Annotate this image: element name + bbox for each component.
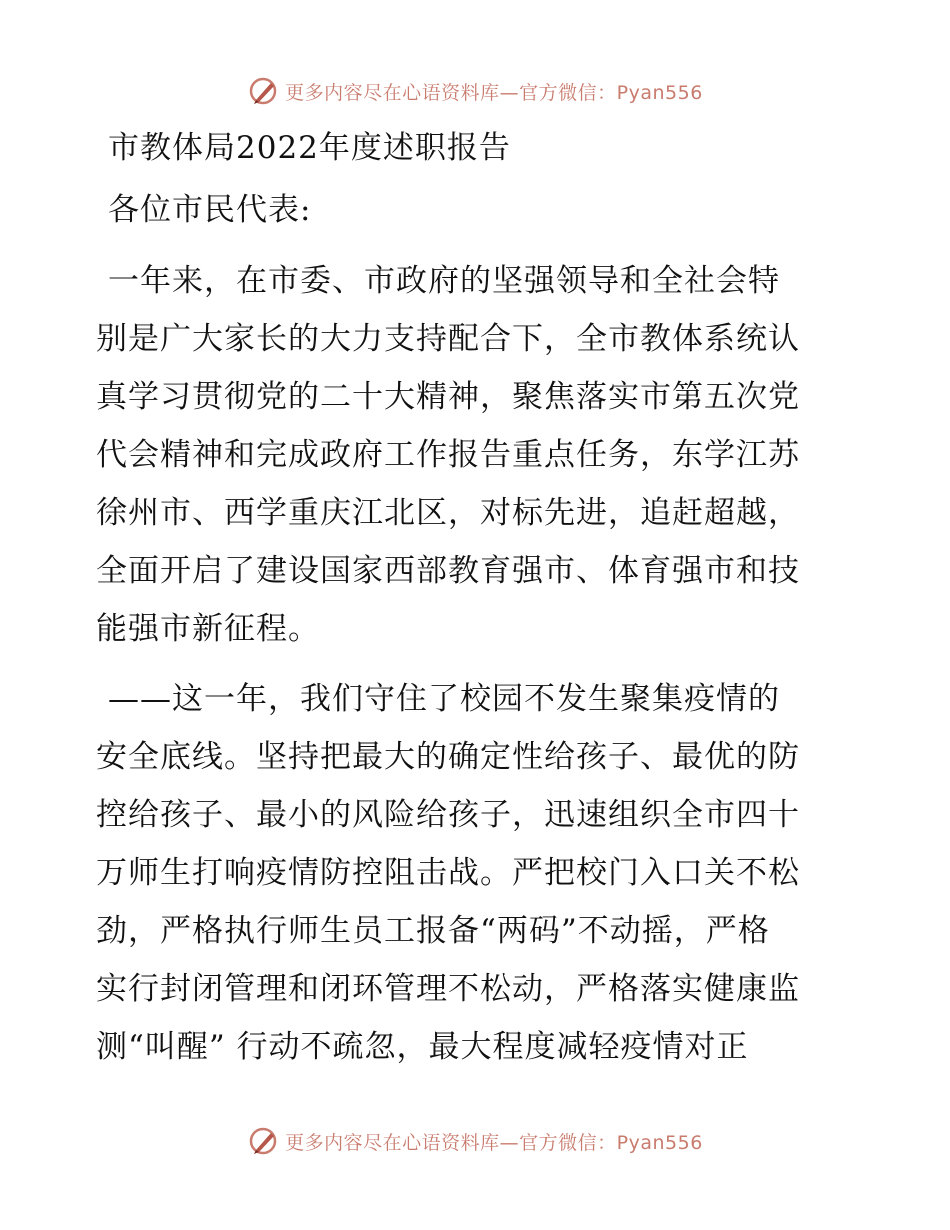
paragraph-line: ——这一年，我们守住了校园不发生聚集疫情的: [108, 681, 780, 717]
paragraph-line: 徐州市、西学重庆江北区，对标先进，追赶超越，: [96, 495, 800, 531]
watermark-banner-top: [0, 71, 950, 111]
paragraph-line: 代会精神和完成政府工作报告重点任务，东学江苏: [96, 437, 800, 473]
paragraph-line: 劲，严格执行师生员工报备“两码”不动摇，严格: [96, 913, 770, 949]
paragraph: [96, 670, 856, 1076]
paragraph-line: 测“叫醒” 行动不疏忽，最大程度减轻疫情对正: [96, 1029, 749, 1065]
watermark-text: 更多内容尽在心语资料库—官方微信：Pyan556: [285, 1131, 703, 1154]
salutation: 各位市民代表:: [108, 192, 312, 228]
paragraph-line: 一年来，在市委、市政府的坚强领导和全社会特: [108, 263, 780, 299]
paragraph-line: 能强市新征程。: [96, 611, 320, 647]
paragraph-line: 安全底线。坚持把最大的确定性给孩子、最优的防: [96, 739, 800, 775]
paragraph-line: 万师生打响疫情防控阻击战。严把校门入口关不松: [96, 855, 800, 891]
paragraph-line: 控给孩子、最小的风险给孩子，迅速组织全市四十: [96, 797, 800, 833]
paragraph: [96, 252, 856, 658]
pen-circle-logo-icon: [247, 75, 279, 107]
watermark-text: 更多内容尽在心语资料库—官方微信：Pyan556: [285, 81, 703, 104]
document-body: [96, 124, 856, 1088]
document-title: 市教体局2022年度述职报告: [108, 130, 511, 166]
paragraph-line: 真学习贯彻党的二十大精神，聚焦落实市第五次党: [96, 379, 800, 415]
paragraph-line: 别是广大家长的大力支持配合下，全市教体系统认: [96, 321, 800, 357]
pen-circle-logo-icon: [247, 1125, 279, 1157]
paragraph-line: 实行封闭管理和闭环管理不松动，严格落实健康监: [96, 971, 800, 1007]
watermark-banner-bottom: [0, 1121, 950, 1161]
paragraph-line: 全面开启了建设国家西部教育强市、体育强市和技: [96, 553, 800, 589]
